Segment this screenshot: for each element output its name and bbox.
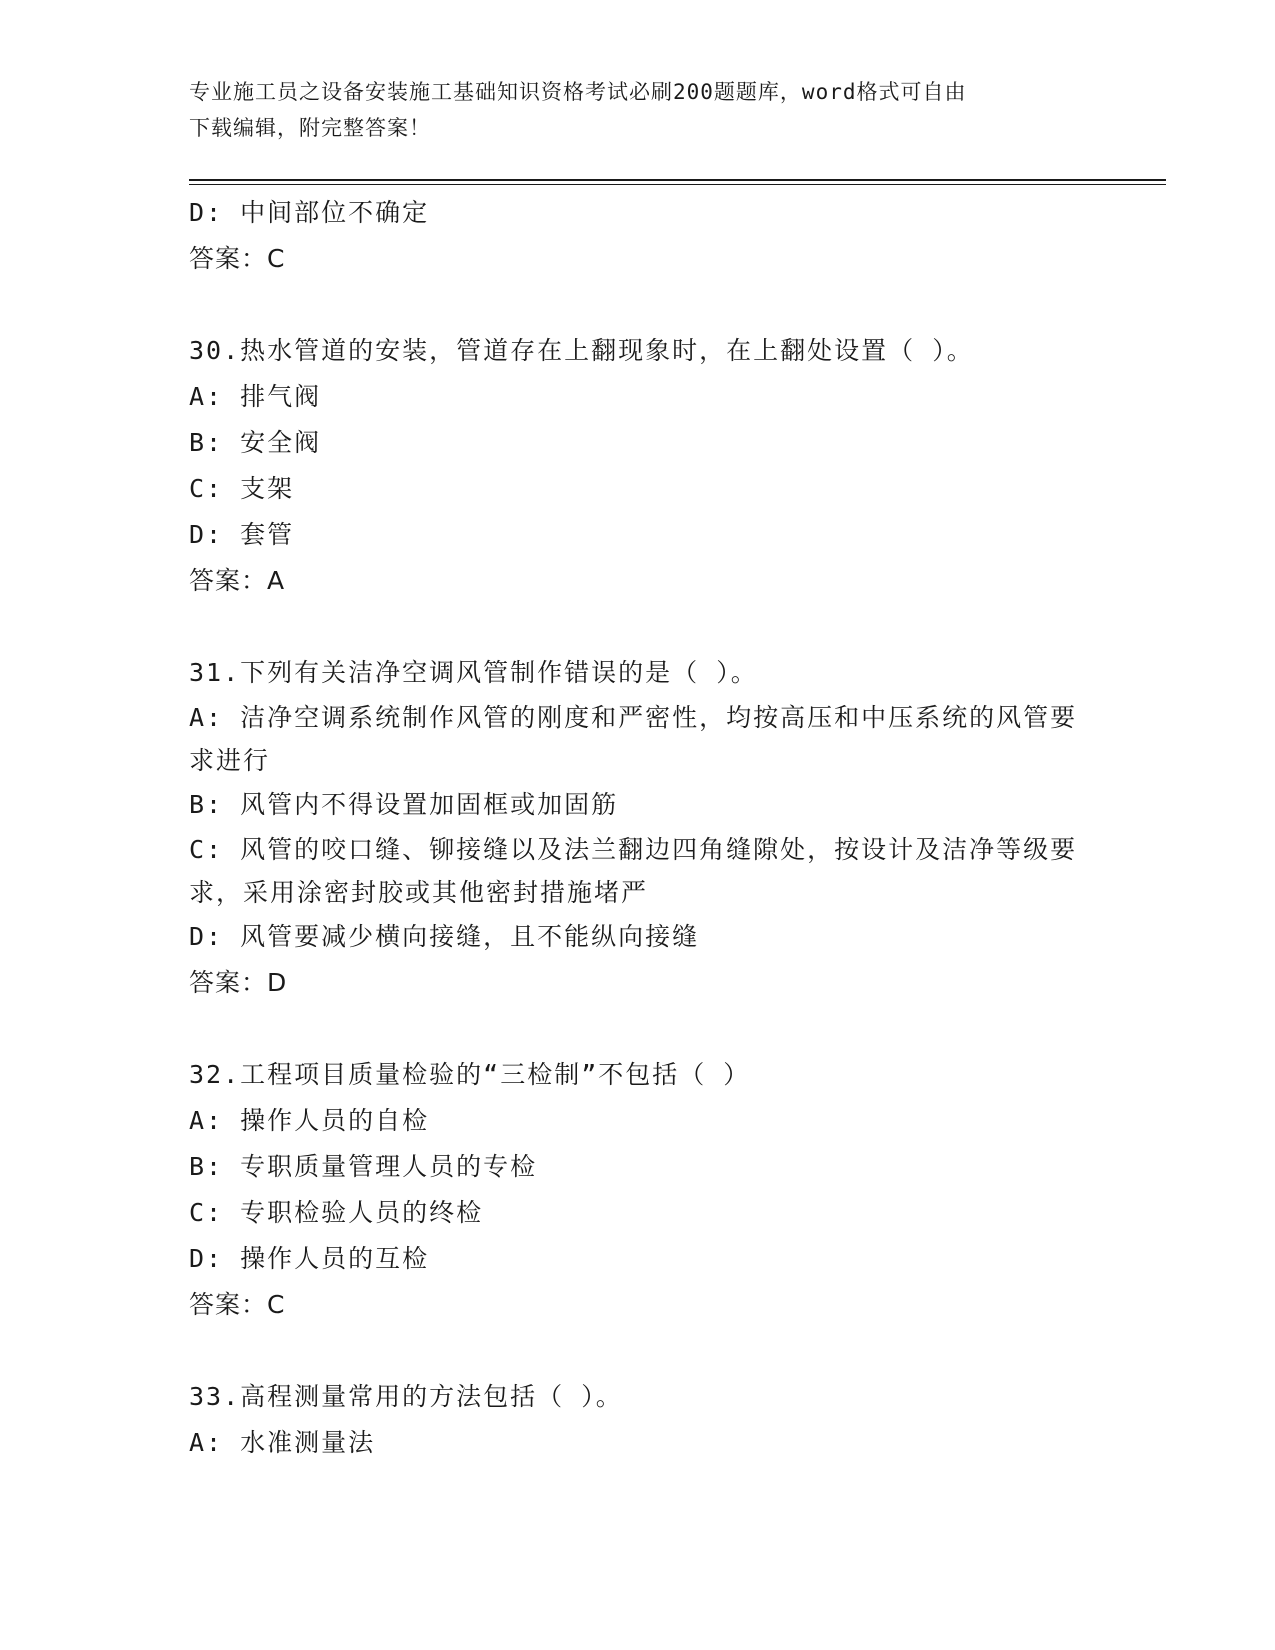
question-32-option-c: C: 专职检验人员的终检: [189, 1198, 484, 1227]
header-divider-thick: [189, 179, 1166, 181]
spacer: [189, 282, 1089, 328]
document-header: [189, 74, 1089, 146]
question-30-option-b: B: 安全阀: [189, 428, 322, 457]
question-30-option-d: D: 套管: [189, 520, 295, 549]
question-32-stem: 32.工程项目质量检验的“三检制”不包括（ ）: [189, 1060, 751, 1089]
prev-option-d: D: 中间部位不确定: [189, 198, 430, 227]
spacer: [189, 604, 1089, 650]
header-line-1: 专业施工员之设备安装施工基础知识资格考试必刷200题题库，word格式可自由: [189, 80, 967, 104]
question-30-option-c: C: 支架: [189, 474, 295, 503]
question-31-answer: 答案：D: [189, 968, 288, 997]
question-list: [189, 190, 1089, 1466]
question-33-stem: 33.高程测量常用的方法包括（ ）。: [189, 1382, 623, 1411]
question-32-option-b: B: 专职质量管理人员的专检: [189, 1152, 538, 1181]
question-30-option-a: A: 排气阀: [189, 382, 322, 411]
question-30-stem: 30.热水管道的安装，管道存在上翻现象时，在上翻处设置（ ）。: [189, 336, 974, 365]
question-30-answer: 答案：A: [189, 566, 286, 595]
question-31-option-b: B: 风管内不得设置加固框或加固筋: [189, 790, 619, 819]
spacer: [189, 1006, 1089, 1052]
prev-answer: 答案：C: [189, 244, 286, 273]
question-31-option-d: D: 风管要减少横向接缝，且不能纵向接缝: [189, 922, 700, 951]
spacer: [189, 1328, 1089, 1374]
question-31-stem: 31.下列有关洁净空调风管制作错误的是（ ）。: [189, 658, 758, 687]
question-31-option-a: A: 洁净空调系统制作风管的刚度和严密性，均按高压和中压系统的风管要求进行: [189, 703, 1078, 775]
header-line-2: 下载编辑，附完整答案！: [189, 116, 431, 140]
question-31-option-c: C: 风管的咬口缝、铆接缝以及法兰翻边四角缝隙处，按设计及洁净等级要求，采用涂密封胶或其他密封措施堵严: [189, 835, 1078, 907]
question-32-option-a: A: 操作人员的自检: [189, 1106, 430, 1135]
question-33-option-a: A: 水准测量法: [189, 1428, 376, 1457]
header-divider-thin: [189, 184, 1166, 185]
question-32-option-d: D: 操作人员的互检: [189, 1244, 430, 1273]
question-32-answer: 答案：C: [189, 1290, 286, 1319]
